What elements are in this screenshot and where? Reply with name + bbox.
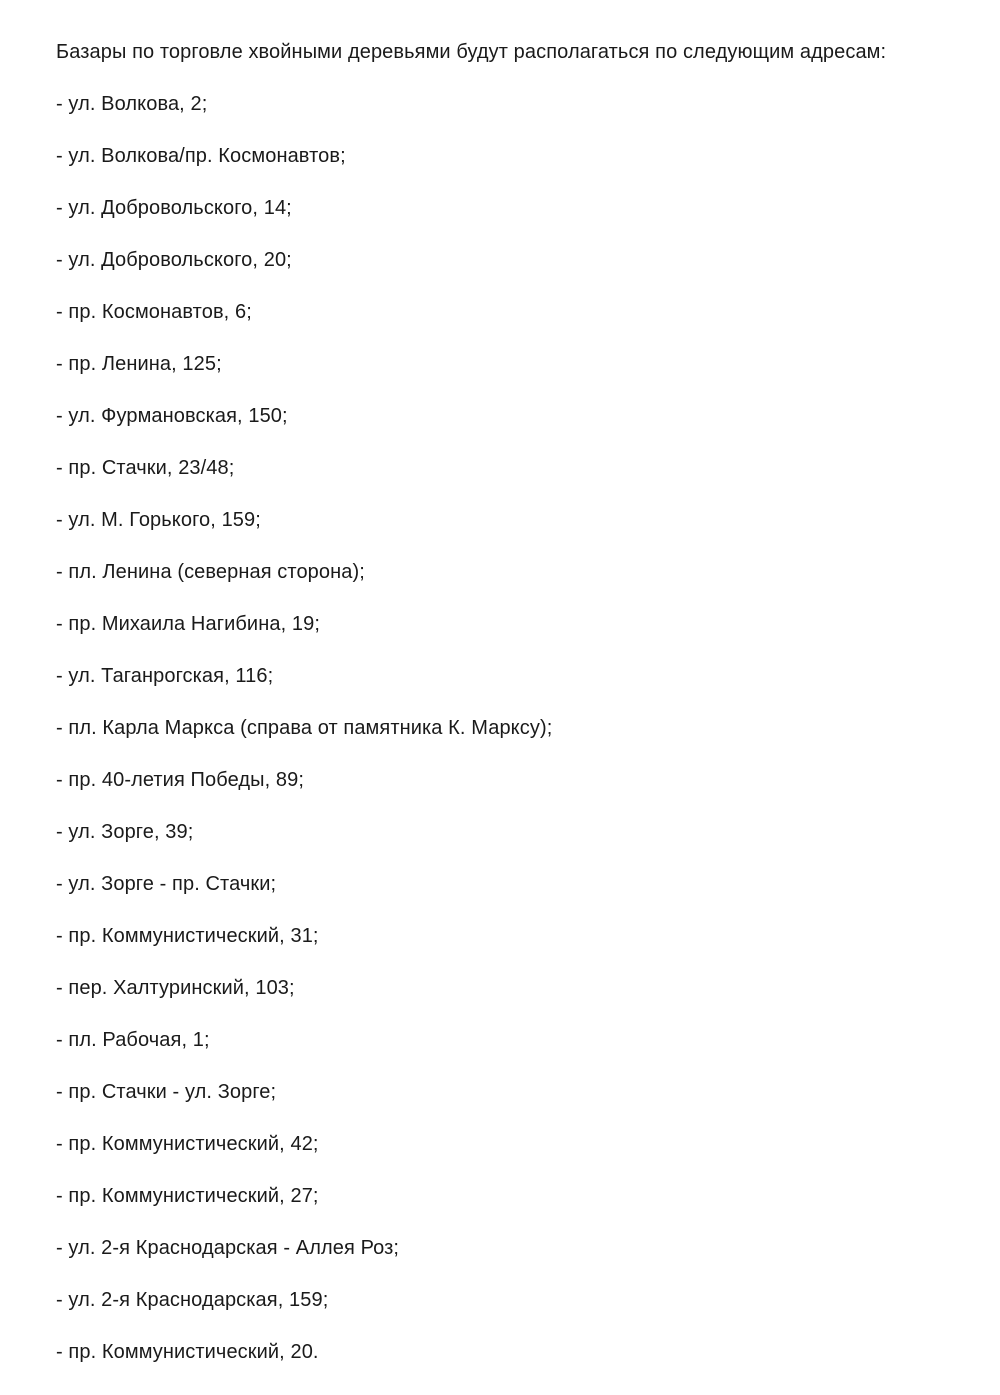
address-line-zorge-39: - ул. Зорге, 39; (56, 821, 194, 843)
address-line-pl-lenina: - пл. Ленина (северная сторона); (56, 561, 365, 583)
address-line-dobrovolskogo-14: - ул. Добровольского, 14; (56, 197, 292, 219)
address-line-stachki-zorge: - пр. Стачки - ул. Зорге; (56, 1081, 277, 1103)
address-line-stachki-23-48: - пр. Стачки, 23/48; (56, 457, 235, 479)
address-line-kommunisticheskiy-31: - пр. Коммунистический, 31; (56, 925, 319, 947)
address-line-volkova-2: - ул. Волкова, 2; (56, 93, 208, 115)
address-line-zorge-stachki: - ул. Зорге - пр. Стачки; (56, 873, 277, 895)
address-line-kommunisticheskiy-27: - пр. Коммунистический, 27; (56, 1185, 319, 1207)
address-line-volkova-kosmonavtov: - ул. Волкова/пр. Космонавтов; (56, 145, 346, 167)
address-line-khalturinskiy-103: - пер. Халтуринский, 103; (56, 977, 295, 999)
address-line-40-letiya-pobedy-89: - пр. 40-летия Победы, 89; (56, 769, 305, 791)
address-line-pl-karla-marksa: - пл. Карла Маркса (справа от памятника К. Марксу); (56, 717, 553, 739)
address-line-lenina-125: - пр. Ленина, 125; (56, 353, 222, 375)
address-line-taganrogskaya-116: - ул. Таганрогская, 116; (56, 665, 274, 687)
intro-paragraph: Базары по торговле хвойными деревьями будут располагаться по следующим адресам: (56, 41, 887, 63)
address-line-furmanovskaya-150: - ул. Фурмановская, 150; (56, 405, 288, 427)
address-line-kosmonavtov-6: - пр. Космонавтов, 6; (56, 301, 252, 323)
address-line-krasnodarskaya-159: - ул. 2-я Краснодарская, 159; (56, 1289, 329, 1311)
address-line-dobrovolskogo-20: - ул. Добровольского, 20; (56, 249, 292, 271)
address-line-gorkogo-159: - ул. М. Горького, 159; (56, 509, 261, 531)
address-line-pl-rabochaya-1: - пл. Рабочая, 1; (56, 1029, 210, 1051)
address-line-kommunisticheskiy-42: - пр. Коммунистический, 42; (56, 1133, 319, 1155)
address-line-krasnodarskaya-alleya-roz: - ул. 2-я Краснодарская - Аллея Роз; (56, 1237, 400, 1259)
document-body (56, 38, 976, 1390)
address-line-nagibina-19: - пр. Михаила Нагибина, 19; (56, 613, 320, 635)
address-line-kommunisticheskiy-20: - пр. Коммунистический, 20. (56, 1341, 319, 1363)
